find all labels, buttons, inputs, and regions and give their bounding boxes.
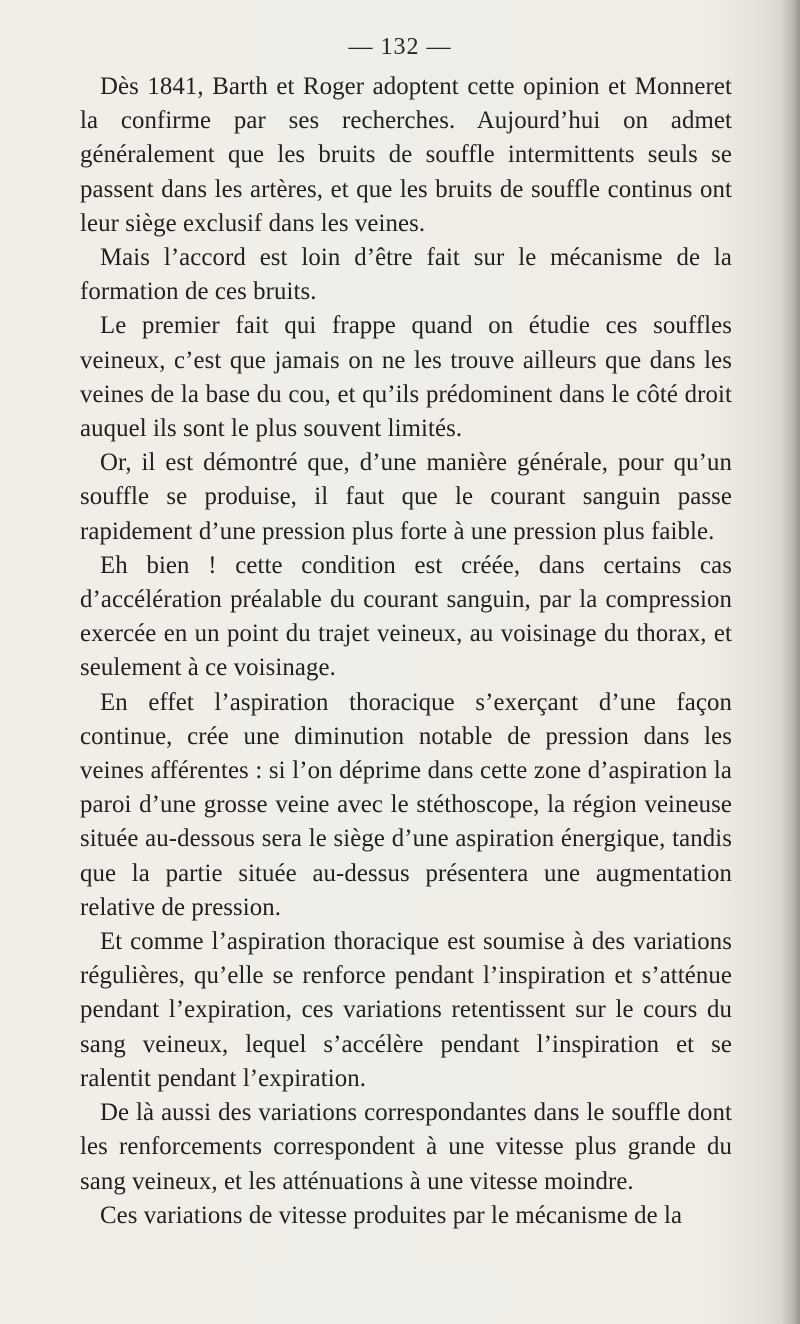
paragraph: De là aussi des variations correspondantes dans le souffle dont les renforcements correspondent à une vitesse plus grande du sang veineux, et les atténuations à une vitesse moindre. [80,1099,732,1195]
paragraph: Et comme l’aspiration thoracique est soumise à des variations régulières, qu’elle se renforce pendant l’inspiration et s’atténue pendant l’expiration, ces variations retentissent sur le cours du sang veineux, lequel s’accélère pendant l’inspiration et se ralentit pendant l’expiration. [80,928,732,1092]
paragraph: Eh bien ! cette condition est créée, dans certains cas d’accélération préalable du courant sanguin, par la compression exercée en un point du trajet veineux, au voisinage du thorax, et seulement à ce voisinage. [80,551,732,682]
body-text [80,70,732,1233]
page-number: — 132 — [348,34,452,60]
paragraph: Or, il est démontré que, d’une manière générale, pour qu’un souffle se produise, il faut que le courant sanguin passe rapidement d’une pression plus forte à une pression plus faible. [80,449,732,545]
page-edge-shadow [782,0,800,1324]
paragraph: En effet l’aspiration thoracique s’exerçant d’une façon continue, crée une diminution notable de pression dans les veines afférentes : si l’on déprime dans cette zone d’aspiration la paroi d’une grosse veine avec le stéthoscope, la région veineuse située au-dessous sera le siège d’une aspiration énergique, tandis que la partie située au-dessus présentera une augmentation relative de pression. [80,688,732,921]
paragraph: Dès 1841, Barth et Roger adoptent cette opinion et Monneret la confirme par ses recherches. Aujourd’hui on admet généralement que les bruits de souffle intermittents seuls se passent dans les artères, et que les bruits de souffle continus ont leur siège exclusif dans les veines. [80,73,732,237]
paragraph: Mais l’accord est loin d’être fait sur le mécanisme de la formation de ces bruits. [80,244,732,306]
paragraph: Ces variations de vitesse produites par le mécanisme de la [100,1201,683,1229]
paragraph: Le premier fait qui frappe quand on étudie ces souffles veineux, c’est que jamais on ne les trouve ailleurs que dans les veines de la base du cou, et qu’ils prédominent dans le côté droit auquel ils sont le plus souvent limités. [80,312,732,443]
